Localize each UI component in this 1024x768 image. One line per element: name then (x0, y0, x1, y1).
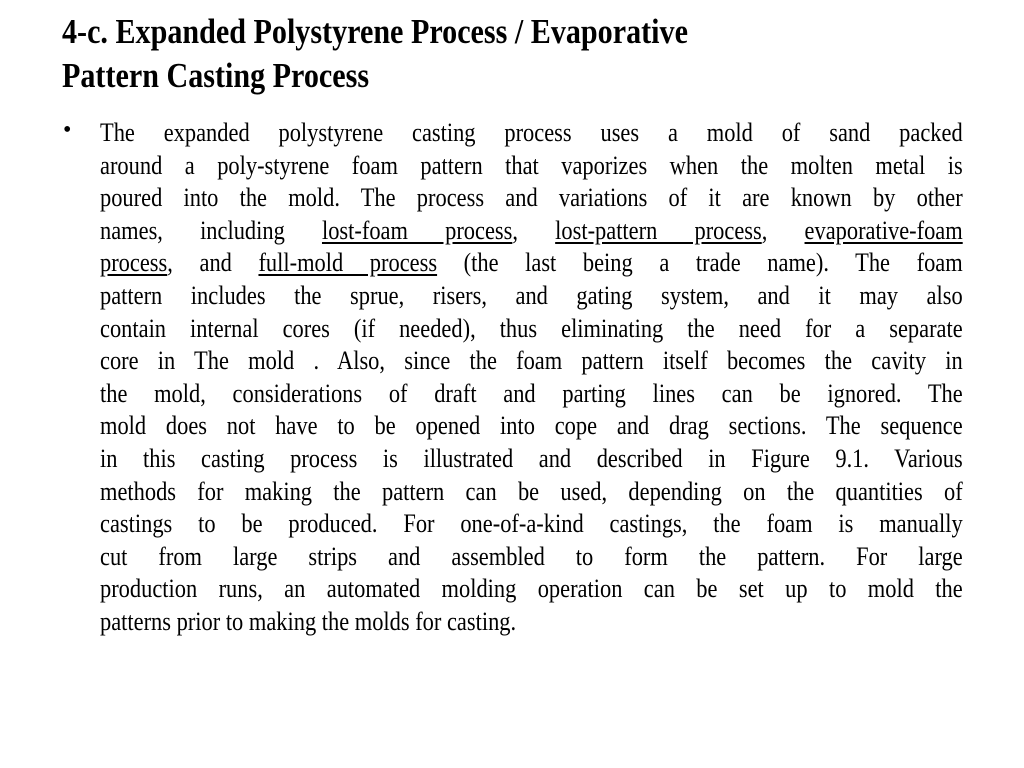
paragraph-line (100, 215, 963, 248)
text-fragment: , (761, 215, 805, 245)
paragraph-line (100, 247, 963, 280)
link-evaporative-foam-process[interactable]: evaporative-foam (804, 215, 963, 245)
link-evaporative-foam-process-cont[interactable]: process (100, 248, 168, 278)
slide-title (62, 10, 836, 98)
paragraph-line: in this casting process is illustrated and described in Figure 9.1. Various (100, 443, 963, 473)
text-fragment: , and (167, 248, 259, 278)
text-fragment: names, including (100, 215, 322, 245)
text-fragment: (the last being a trade name). The foam (437, 248, 963, 278)
paragraph-line: pattern includes the sprue, risers, and gating system, and it may also (100, 280, 963, 310)
paragraph-line: poured into the mold. The process and variations of it are known by other (100, 183, 963, 213)
text-fragment: , (512, 215, 556, 245)
slide-title-line-2: Pattern Casting Process (62, 56, 370, 95)
paragraph-line: cut from large strips and assembled to form the pattern. For large (100, 541, 963, 571)
paragraph-line: The expanded polystyrene casting process uses a mold of sand packed (100, 118, 963, 147)
slide-title-line-1: 4-c. Expanded Polystyrene Process / Evaporative (62, 12, 688, 51)
link-lost-pattern-process[interactable]: lost-pattern process (555, 215, 762, 245)
paragraph-line: core in The mold . Also, since the foam pattern itself becomes the cavity in (100, 346, 963, 376)
paragraph-line: the mold, considerations of draft and parting lines can be ignored. The (100, 378, 963, 408)
body-paragraph (100, 117, 963, 639)
paragraph-line: castings to be produced. For one-of-a-kind castings, the foam is manually (100, 509, 963, 539)
link-lost-foam-process[interactable]: lost-foam process (321, 215, 513, 245)
paragraph-line: around a poly-styrene foam pattern that vaporizes when the molten metal is (100, 150, 963, 180)
bullet-marker: • (63, 117, 72, 143)
paragraph-line: patterns prior to making the molds for casting. (100, 606, 517, 636)
link-full-mold-process[interactable]: full-mold process (258, 248, 438, 278)
paragraph-line: methods for making the pattern can be used, depending on the quantities of (100, 476, 963, 506)
paragraph-line: contain internal cores (if needed), thus eliminating the need for a separate (100, 313, 963, 343)
paragraph-line: mold does not have to be opened into cope and drag sections. The sequence (100, 411, 963, 441)
paragraph-line: production runs, an automated molding operation can be set up to mold the (100, 574, 963, 604)
